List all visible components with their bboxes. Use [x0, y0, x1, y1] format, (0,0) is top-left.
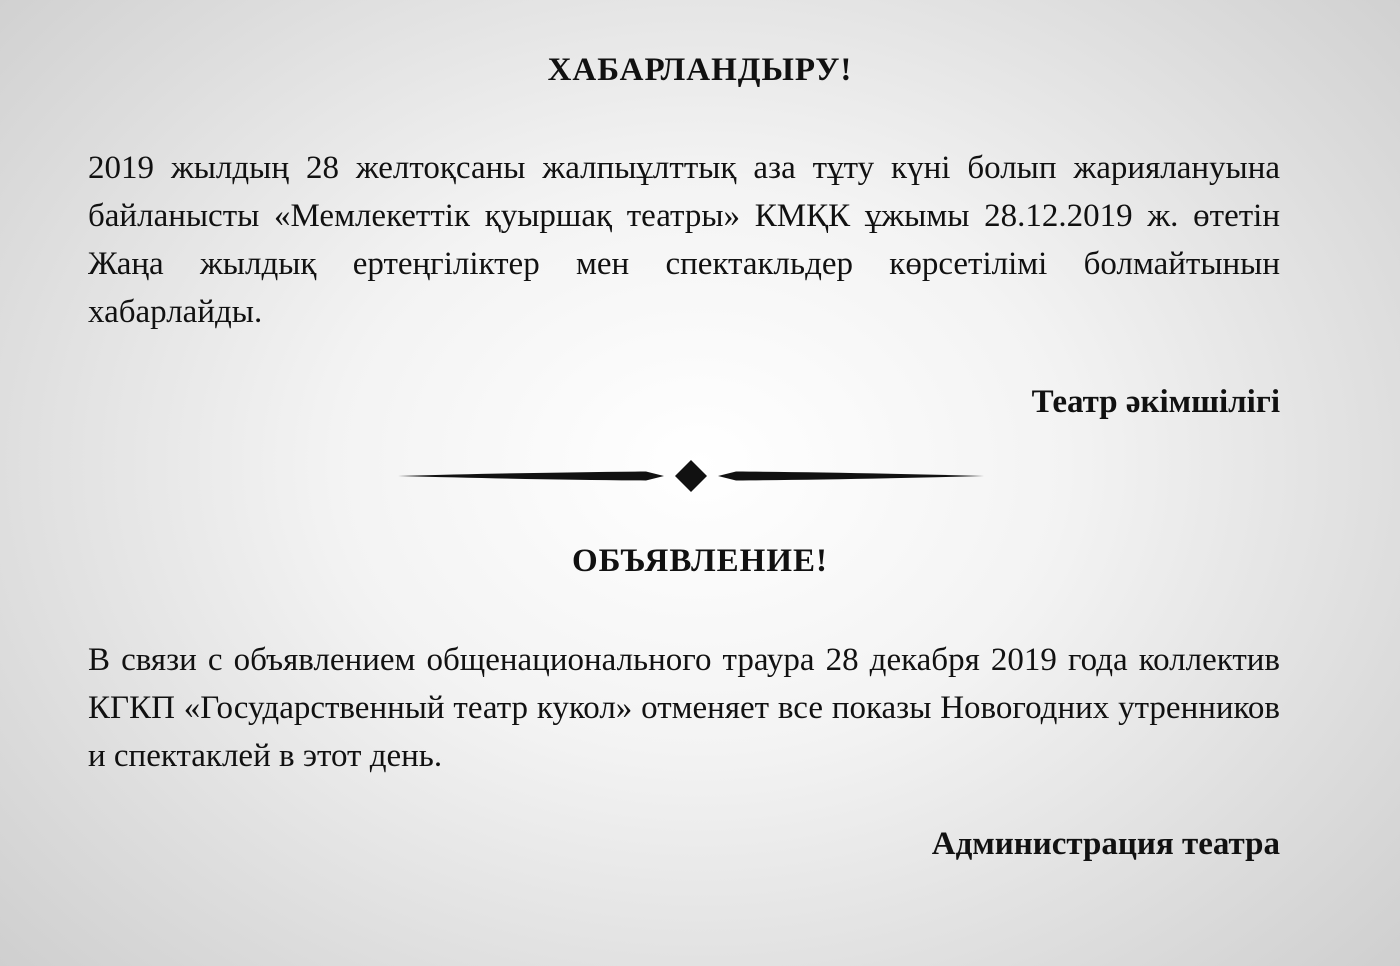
- russian-title: ОБЪЯВЛЕНИЕ!: [571, 543, 829, 579]
- russian-body-text: В связи с объявлением общенационального траура 28 декабря 2019 года коллектив КГКП «Государственный театр кукол» отменяет все показы Новогодних утренников и спектаклей в этот день.: [88, 642, 1280, 774]
- kazakh-title: ХАБАРЛАНДЫРУ!: [547, 52, 853, 88]
- kazakh-notice: [88, 144, 1280, 336]
- russian-notice: [88, 636, 1280, 780]
- kazakh-body-text: 2019 жылдың 28 желтоқсаны жалпыұлттық аза тұту күні болып жариялануына байланысты «Мемлекеттік қуыршақ театры» КМҚК ұжымы 28.12.2019 ж. өтетін Жаңа жылдық ертеңгіліктер мен спектакльдер көрсетілімі болмайтынын хабарлайды.: [88, 150, 1280, 330]
- ornamental-divider-icon: [398, 458, 984, 494]
- kazakh-signature: Театр әкімшілігі: [1031, 384, 1280, 420]
- russian-signature: Администрация театра: [931, 826, 1280, 862]
